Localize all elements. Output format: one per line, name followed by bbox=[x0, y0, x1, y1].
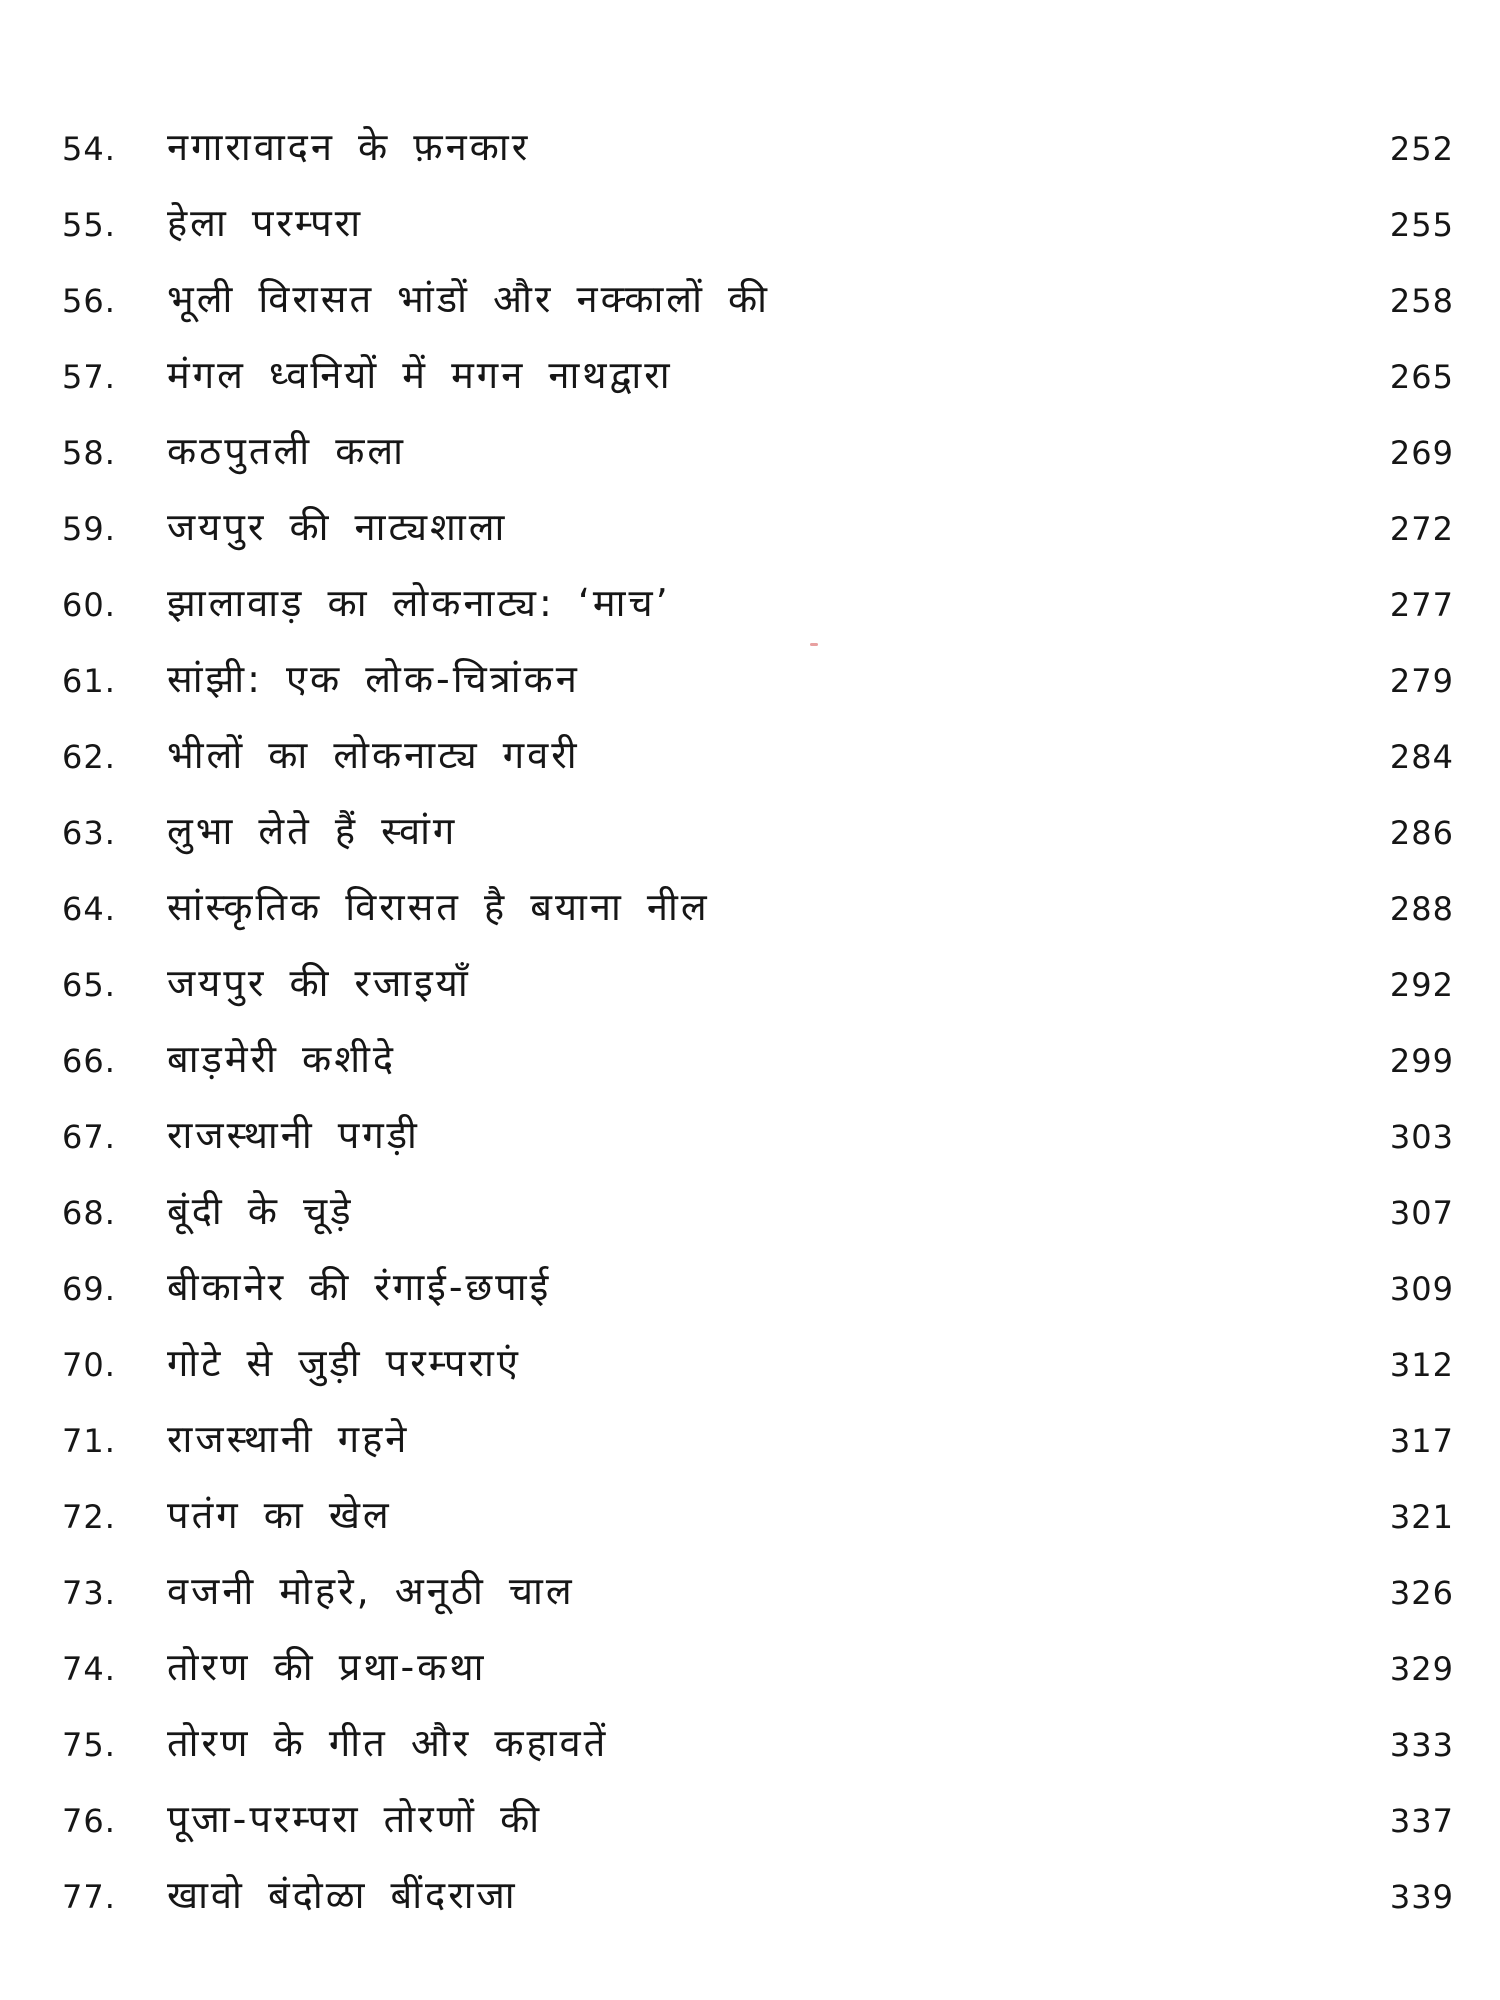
entry-number: 66. bbox=[62, 1042, 116, 1080]
entry-number: 69. bbox=[62, 1270, 116, 1308]
entry-number: 65. bbox=[62, 966, 116, 1004]
entry-number: 64. bbox=[62, 890, 116, 928]
entry-number: 54. bbox=[62, 130, 116, 168]
entry-number: 67. bbox=[62, 1118, 116, 1156]
entry-title: राजस्थानी पगड़ी bbox=[167, 1113, 420, 1157]
entry-number: 62. bbox=[62, 738, 116, 776]
entry-page-number: 255 bbox=[1389, 206, 1454, 244]
entry-number: 58. bbox=[62, 434, 116, 472]
toc-entry bbox=[0, 948, 1500, 1024]
toc-entry bbox=[0, 340, 1500, 416]
entry-number: 70. bbox=[62, 1346, 116, 1384]
entry-title: बूंदी के चूड़े bbox=[167, 1189, 354, 1233]
entry-page-number: 303 bbox=[1389, 1118, 1454, 1156]
toc-entry bbox=[0, 188, 1500, 264]
entry-number: 55. bbox=[62, 206, 116, 244]
toc-entry bbox=[0, 1328, 1500, 1404]
entry-page-number: 326 bbox=[1389, 1574, 1454, 1612]
entry-page-number: 307 bbox=[1389, 1194, 1454, 1232]
toc-entry bbox=[0, 1784, 1500, 1860]
entry-number: 61. bbox=[62, 662, 116, 700]
entry-page-number: 321 bbox=[1389, 1498, 1454, 1536]
entry-title: मंगल ध्वनियों में मगन नाथद्वारा bbox=[167, 353, 673, 397]
toc-entry bbox=[0, 416, 1500, 492]
entry-page-number: 312 bbox=[1389, 1346, 1454, 1384]
entry-title: वजनी मोहरे, अनूठी चाल bbox=[167, 1569, 575, 1613]
entry-title: कठपुतली कला bbox=[167, 429, 406, 473]
toc-entry bbox=[0, 1556, 1500, 1632]
entry-title: बीकानेर की रंगाई-छपाई bbox=[167, 1265, 552, 1309]
entry-number: 76. bbox=[62, 1802, 116, 1840]
toc-entry bbox=[0, 1708, 1500, 1784]
toc-entry bbox=[0, 720, 1500, 796]
entry-title: गोटे से जुड़ी परम्पराएं bbox=[167, 1341, 521, 1385]
entry-page-number: 277 bbox=[1389, 586, 1454, 624]
print-speck bbox=[810, 643, 818, 646]
entry-page-number: 284 bbox=[1389, 738, 1454, 776]
entry-title: पूजा-परम्परा तोरणों की bbox=[167, 1797, 543, 1841]
entry-number: 71. bbox=[62, 1422, 116, 1460]
toc-entry bbox=[0, 1252, 1500, 1328]
entry-page-number: 279 bbox=[1389, 662, 1454, 700]
entry-number: 72. bbox=[62, 1498, 116, 1536]
entry-page-number: 286 bbox=[1389, 814, 1454, 852]
toc-entry bbox=[0, 1100, 1500, 1176]
entry-number: 57. bbox=[62, 358, 116, 396]
entry-number: 77. bbox=[62, 1878, 116, 1916]
entry-number: 74. bbox=[62, 1650, 116, 1688]
entry-page-number: 329 bbox=[1389, 1650, 1454, 1688]
toc-entry bbox=[0, 796, 1500, 872]
entry-title: पतंग का खेल bbox=[167, 1493, 392, 1537]
entry-page-number: 265 bbox=[1389, 358, 1454, 396]
entry-number: 75. bbox=[62, 1726, 116, 1764]
entry-title: लुभा लेते हैं स्वांग bbox=[167, 809, 458, 853]
entry-page-number: 337 bbox=[1389, 1802, 1454, 1840]
entry-title: तोरण के गीत और कहावतें bbox=[167, 1721, 609, 1765]
entry-page-number: 339 bbox=[1389, 1878, 1454, 1916]
toc-entry bbox=[0, 1480, 1500, 1556]
entry-number: 59. bbox=[62, 510, 116, 548]
toc-entry bbox=[0, 492, 1500, 568]
entry-title: हेला परम्परा bbox=[167, 201, 364, 245]
toc-entry bbox=[0, 1024, 1500, 1100]
toc-entry bbox=[0, 1632, 1500, 1708]
entry-title: झालावाड़ का लोकनाट्य: ‘माच’ bbox=[167, 581, 671, 625]
entry-number: 63. bbox=[62, 814, 116, 852]
entry-title: सांझी: एक लोक-चित्रांकन bbox=[167, 657, 580, 701]
entry-page-number: 269 bbox=[1389, 434, 1454, 472]
entry-title: जयपुर की नाट्यशाला bbox=[167, 505, 508, 549]
entry-page-number: 258 bbox=[1389, 282, 1454, 320]
toc-entry bbox=[0, 1860, 1500, 1936]
entry-page-number: 288 bbox=[1389, 890, 1454, 928]
toc-entry bbox=[0, 568, 1500, 644]
toc-entry bbox=[0, 872, 1500, 948]
entry-title: जयपुर की रजाइयाँ bbox=[167, 961, 471, 1005]
entry-page-number: 252 bbox=[1389, 130, 1454, 168]
entry-title: नगारावादन के फ़नकार bbox=[167, 125, 531, 169]
entry-page-number: 333 bbox=[1389, 1726, 1454, 1764]
entry-page-number: 292 bbox=[1389, 966, 1454, 1004]
entry-number: 60. bbox=[62, 586, 116, 624]
entry-number: 68. bbox=[62, 1194, 116, 1232]
entry-number: 56. bbox=[62, 282, 116, 320]
entry-page-number: 317 bbox=[1389, 1422, 1454, 1460]
toc-entry bbox=[0, 112, 1500, 188]
entry-page-number: 309 bbox=[1389, 1270, 1454, 1308]
entry-title: बाड़मेरी कशीदे bbox=[167, 1037, 397, 1081]
toc-entry bbox=[0, 644, 1500, 720]
toc-entry bbox=[0, 264, 1500, 340]
entry-title: भूली विरासत भांडों और नक्कालों की bbox=[167, 277, 771, 321]
entry-title: सांस्कृतिक विरासत है बयाना नील bbox=[167, 885, 710, 929]
entry-title: खावो बंदोळा बींदराजा bbox=[167, 1873, 518, 1917]
entry-number: 73. bbox=[62, 1574, 116, 1612]
toc-entry bbox=[0, 1404, 1500, 1480]
entry-page-number: 272 bbox=[1389, 510, 1454, 548]
entry-title: तोरण की प्रथा-कथा bbox=[167, 1645, 487, 1689]
entry-page-number: 299 bbox=[1389, 1042, 1454, 1080]
entry-title: राजस्थानी गहने bbox=[167, 1417, 410, 1461]
toc-entry bbox=[0, 1176, 1500, 1252]
entry-title: भीलों का लोकनाट्य गवरी bbox=[167, 733, 580, 777]
